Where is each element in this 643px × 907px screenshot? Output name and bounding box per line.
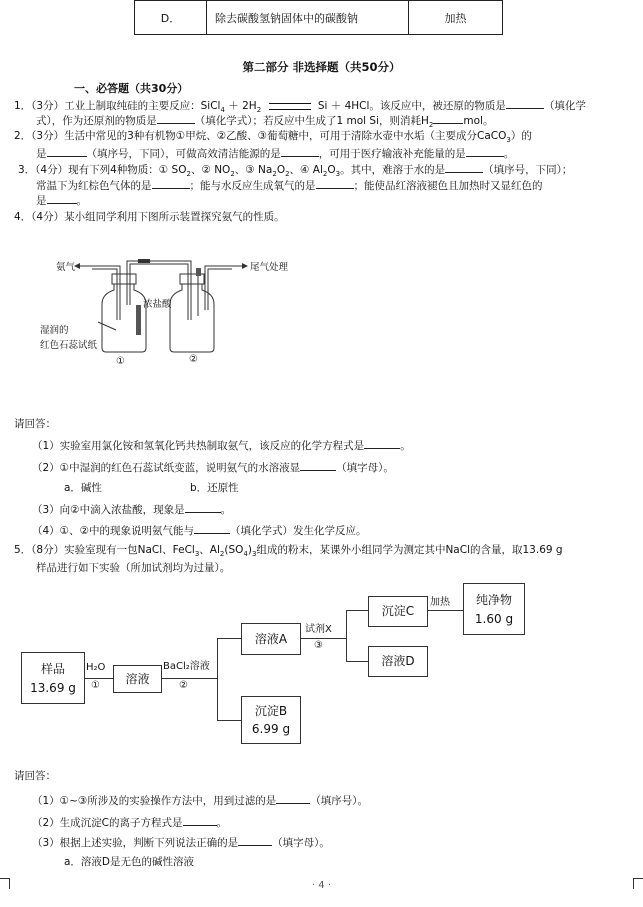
fig-ammonia-label: 氨气	[56, 262, 76, 273]
q4-part3: （3）向②中滴入浓盐酸，现象是 。	[32, 504, 232, 516]
branch-to-c	[346, 610, 368, 611]
q5-part3: （3）根据上述实验，判断下列说法正确的是 （填字母）。	[32, 837, 330, 849]
dropper-bulb	[196, 268, 201, 276]
option-content: 除去碳酸氢钠固体中的碳酸钠	[207, 1, 409, 35]
q3-line3: 是 。	[36, 195, 87, 207]
flow-sample-box	[21, 652, 85, 704]
flow-solution-d-box: 溶液D	[368, 646, 428, 677]
q3-line2: 常温下为红棕色气体的是 ；能与水反应生成氧气的是 ；能使品红溶液褪色且加热时又显红色的	[36, 180, 543, 192]
flow-ppt-b-box	[241, 696, 301, 744]
q5-part1: （1）①~③所涉及的实验操作方法中，用到过滤的是 （填序号）。	[32, 795, 369, 807]
q2-blank-2	[281, 146, 319, 157]
q4-blank-4	[194, 523, 230, 534]
fig-number-2: ②	[189, 354, 198, 365]
corner-mark-left	[0, 878, 10, 889]
arrow-2	[161, 678, 217, 679]
arrow-1	[84, 678, 113, 679]
outlet-tube	[205, 266, 232, 310]
branch-line-1	[217, 638, 218, 720]
flow-pure-box	[463, 583, 525, 635]
litmus-paper	[136, 305, 141, 335]
q2-blank-1	[47, 146, 87, 157]
inlet-tube-inner	[92, 269, 117, 320]
branch-to-a	[217, 638, 241, 639]
flow-bacl2-label: BaCl₂溶液	[163, 661, 210, 672]
paper-pointer	[98, 322, 116, 330]
q5-intro-line1: 5．（8分）实验室现有一包NaCl、FeCl$_3$、$Al_2(SO_4)_3$组成的粉末，某课外小组同学为测定其中NaCl的含量，取13.69 g	[14, 544, 563, 559]
q3-line1: 3．（4分）现有下列4种物质：① $SO_2$、② $NO_2$、③ $Na_2O_2$、④ $Al_2O_3$。其中，难溶于水的是 （填序号，下同）；	[18, 164, 573, 179]
equation-arrow-icon	[269, 103, 311, 110]
q1-blank-3	[433, 113, 463, 124]
page-number: · 4 ·	[311, 880, 332, 891]
flow-h2o-label: H₂O	[86, 662, 106, 673]
fig-hcl-label: 浓盐酸	[143, 299, 172, 310]
flow-step-2: ②	[179, 680, 188, 691]
q2-line1: 2．（3分）生活中常见的3种有机物①甲烷、②乙酸、③葡萄糖中，可用于清除水壶中水垢（主要成分CaCO$_3$）的	[14, 130, 532, 145]
fig-paper-label-2: 红色石蕊试纸	[40, 340, 98, 351]
q4-part4: （4）①、②中的现象说明氨气能与 （填化学式）发生化学反应。	[32, 525, 367, 537]
pure-mass: 1.60 g	[474, 612, 514, 626]
q4-option-a: a．碱性	[64, 482, 102, 494]
pure-label: 纯净物	[475, 593, 512, 607]
bottle2	[170, 284, 214, 352]
fig-tail-label: 尾气处理	[250, 262, 289, 273]
q5-option-a: a．溶液D是无色的碱性溶液	[64, 856, 195, 868]
flow-reagent-x: 试剂X	[305, 624, 332, 635]
branch-to-b	[217, 720, 241, 721]
q5-blank-2	[183, 815, 217, 826]
q4-intro: 4．（4分）某小组同学利用下图所示装置探究氨气的性质。	[14, 211, 285, 223]
q5-blank-1	[276, 793, 310, 804]
arrow-4	[427, 610, 463, 611]
q4-part2: （2）①中湿润的红色石蕊试纸变蓝，说明氨气的水溶液显 （填字母）。	[32, 462, 394, 474]
sample-label: 样品	[40, 662, 65, 676]
option-method: 加热	[409, 1, 503, 35]
q4-option-b: b．还原性	[190, 482, 239, 494]
tail-arrow-icon	[242, 263, 248, 269]
flow-step-3: ③	[314, 640, 323, 651]
bottle1-stopper	[112, 274, 136, 284]
section-title: 第二部分 非选择题（共50分）	[242, 60, 401, 74]
q5-part2: （2）生成沉淀C的离子方程式是 。	[32, 817, 228, 829]
q1-line2: 式），作为还原剂的物质是 （填化学式）；若反应中生成了1 mol Si，则消耗$H_2$ mol。	[36, 115, 494, 130]
flow-ppt-c-box: 沉淀C	[368, 596, 428, 627]
top-table	[134, 0, 503, 35]
q4-part1: （1）实验室用氯化铵和氢氧化钙共热制取氨气，该反应的化学方程式是 。	[32, 440, 411, 452]
q1-line1: 1．（3分）工业上制取纯硅的主要反应：SiCl$_4$ ＋ $2H_2$ Si ＋ 4HCl。该反应中，被还原的物质是 （填化学	[14, 100, 586, 115]
q2-line2: 是 （填序号，下同），可做高效清洁能源的是 ，可用于医疗输液补充能量的是 。	[36, 148, 515, 160]
q2-blank-3	[466, 146, 504, 157]
q4-blank-1	[364, 438, 400, 449]
corner-mark-right	[633, 878, 643, 889]
arrow-3	[300, 638, 346, 639]
q5-intro-line2: 样品进行如下实验（所加试剂均为过量）。	[36, 562, 231, 574]
outlet-tube-inner	[208, 269, 232, 310]
q4-answer-prompt: 请回答：	[14, 418, 56, 430]
fig-number-1: ①	[116, 356, 125, 367]
q5-blank-3	[238, 835, 272, 846]
q3-blank-1	[445, 162, 483, 173]
q1-blank-2	[157, 113, 195, 124]
branch-to-d	[346, 661, 368, 662]
sample-mass: 13.69 g	[30, 681, 76, 695]
q5-answer-prompt: 请回答：	[14, 770, 56, 782]
option-label: D．	[135, 1, 207, 35]
ppt-b-label: 沉淀B	[254, 704, 288, 718]
q3-blank-3	[316, 178, 354, 189]
subsection-title: 一、必答题（共30分）	[74, 82, 189, 95]
tube-joint	[138, 259, 150, 263]
q4-blank-3	[185, 502, 221, 513]
q1-blank-1	[506, 98, 544, 109]
ppt-b-mass: 6.99 g	[251, 722, 291, 736]
table-row	[135, 1, 503, 35]
fig-paper-label-1: 湿润的	[40, 325, 69, 336]
q4-blank-2	[300, 460, 336, 471]
flow-solution-a-box: 溶液A	[241, 623, 301, 655]
branch-line-2	[346, 610, 347, 661]
q3-blank-4	[47, 193, 77, 204]
flow-heat-label: 加热	[430, 597, 450, 608]
flow-solution-box: 溶液	[113, 665, 162, 693]
flow-step-1: ①	[91, 680, 100, 691]
q3-blank-2	[152, 178, 190, 189]
